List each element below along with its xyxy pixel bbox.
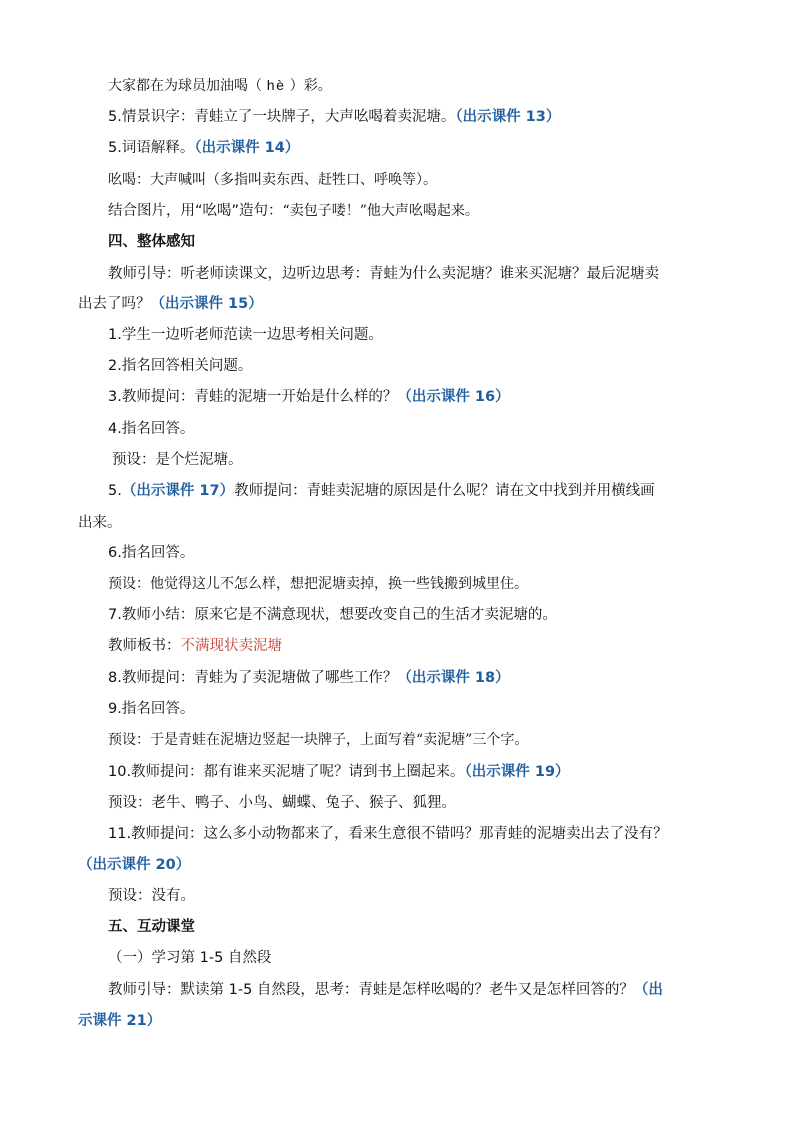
courseware-ref-18: （出示课件 18） <box>397 670 510 686</box>
text-step-3: 3.教师提问：青蛙的泥塘一开始是什么样的？ <box>108 389 398 405</box>
pinyin-he: hè <box>266 79 286 95</box>
courseware-ref-16: （出示课件 16） <box>397 389 510 405</box>
courseware-ref-21-start: （出 <box>633 982 663 998</box>
line-step-2: 2.指名回答相关问题。 <box>108 358 253 374</box>
courseware-ref-13: （出示课件 13） <box>455 109 561 125</box>
courseware-ref-20: （出示课件 20） <box>78 857 191 873</box>
text-sentence-prompt: 结合图片，用“吆喝”造句： <box>108 203 283 219</box>
line-subsection-1: （一）学习第 1-5 自然段 <box>108 950 272 966</box>
text-blackboard-content: 不满现状卖泥塘 <box>180 638 282 654</box>
line-step-3 <box>108 387 510 407</box>
text-word-explain: 5.词语解释。 <box>108 140 195 156</box>
line-teacher-guide-1-cont <box>78 294 263 314</box>
line-step-9: 9.指名回答。 <box>108 701 195 717</box>
line-step-10 <box>108 762 570 782</box>
line-step-11-cont <box>78 855 190 875</box>
line-scene-literacy <box>108 107 560 127</box>
line-step-7: 7.教师小结：原来它是不满意现状，想要改变自己的生活才卖泥塘的。 <box>108 607 557 623</box>
line-preset-5: 预设：没有。 <box>108 888 195 904</box>
line-cheer <box>108 76 332 97</box>
section-heading-overall: 四、整体感知 <box>108 234 195 250</box>
line-preset-3 <box>108 730 528 750</box>
text-scene-literacy: 5.情景识字：青蛙立了一块牌子，大声吆喝着卖泥塘。 <box>108 109 456 125</box>
line-sentence-making <box>108 201 479 221</box>
line-teacher-guide-1: 教师引导：听老师读课文，边听边思考：青蛙为什么卖泥塘？谁来买泥塘？最后泥塘卖 <box>108 266 659 282</box>
line-step-6: 6.指名回答。 <box>108 545 195 561</box>
text-step-5-num: 5. <box>108 483 122 499</box>
line-preset-4: 预设：老牛、鸭子、小鸟、蝴蝶、兔子、猴子、狐狸。 <box>108 795 456 811</box>
text-cheer-start: 大家都在为球员加油喝（ <box>108 78 262 94</box>
text-step-5: 教师提问：青蛙卖泥塘的原因是什么呢？请在文中找到并用横线画 <box>234 483 655 499</box>
line-word-explain <box>108 138 299 158</box>
section-heading-interactive: 五、互动课堂 <box>108 919 195 935</box>
text-blackboard-label: 教师板书： <box>108 638 181 654</box>
line-yaohe-definition <box>108 170 437 190</box>
courseware-ref-15: （出示课件 15） <box>150 296 263 312</box>
text-question-end: 出去了吗？ <box>78 296 151 312</box>
text-preset-2: 预设：他觉得这儿不怎么样，想把泥塘卖掉，换一些钱搬到城里住。 <box>108 576 528 592</box>
line-preset-1: 预设：是个烂泥塘。 <box>112 452 243 468</box>
text-cheer-end: ）彩。 <box>289 78 332 94</box>
line-blackboard <box>108 636 282 656</box>
text-step-8: 8.教师提问：青蛙为了卖泥塘做了哪些工作？ <box>108 670 398 686</box>
courseware-ref-21-end: 示课件 21） <box>78 1013 162 1029</box>
courseware-ref-17: （出示课件 17） <box>121 483 235 499</box>
line-step-5 <box>108 481 655 501</box>
line-step-4: 4.指名回答。 <box>108 421 195 437</box>
courseware-ref-14: （出示课件 14） <box>194 140 300 156</box>
line-teacher-guide-2-cont <box>78 1011 161 1031</box>
text-step-10: 10.教师提问：都有谁来买泥塘了呢？请到书上圈起来。 <box>108 764 465 780</box>
courseware-ref-19: （出示课件 19） <box>464 764 570 780</box>
text-teacher-guide-2: 教师引导：默读第 1-5 自然段，思考：青蛙是怎样吆喝的？老牛又是怎样回答的？ <box>108 982 634 998</box>
line-step-11: 11.教师提问：这么多小动物都来了，看来生意很不错吗？那青蛙的泥塘卖出去了没有？ <box>108 826 668 842</box>
text-preset-3: 预设：于是青蛙在泥塘边竖起一块牌子，上面写着“卖泥塘”三个字。 <box>108 732 529 748</box>
line-step-5-cont: 出来。 <box>78 515 122 531</box>
line-step-1: 1.学生一边听老师范读一边思考相关问题。 <box>108 327 383 343</box>
line-preset-2 <box>108 574 528 594</box>
line-teacher-guide-2 <box>108 980 663 1000</box>
text-sentence-example: “卖包子喽！”他大声吆喝起来。 <box>282 203 479 219</box>
line-step-8 <box>108 668 510 688</box>
text-yaohe-definition: 吆喝：大声喊叫（多指叫卖东西、赶牲口、呼唤等）。 <box>108 172 437 188</box>
